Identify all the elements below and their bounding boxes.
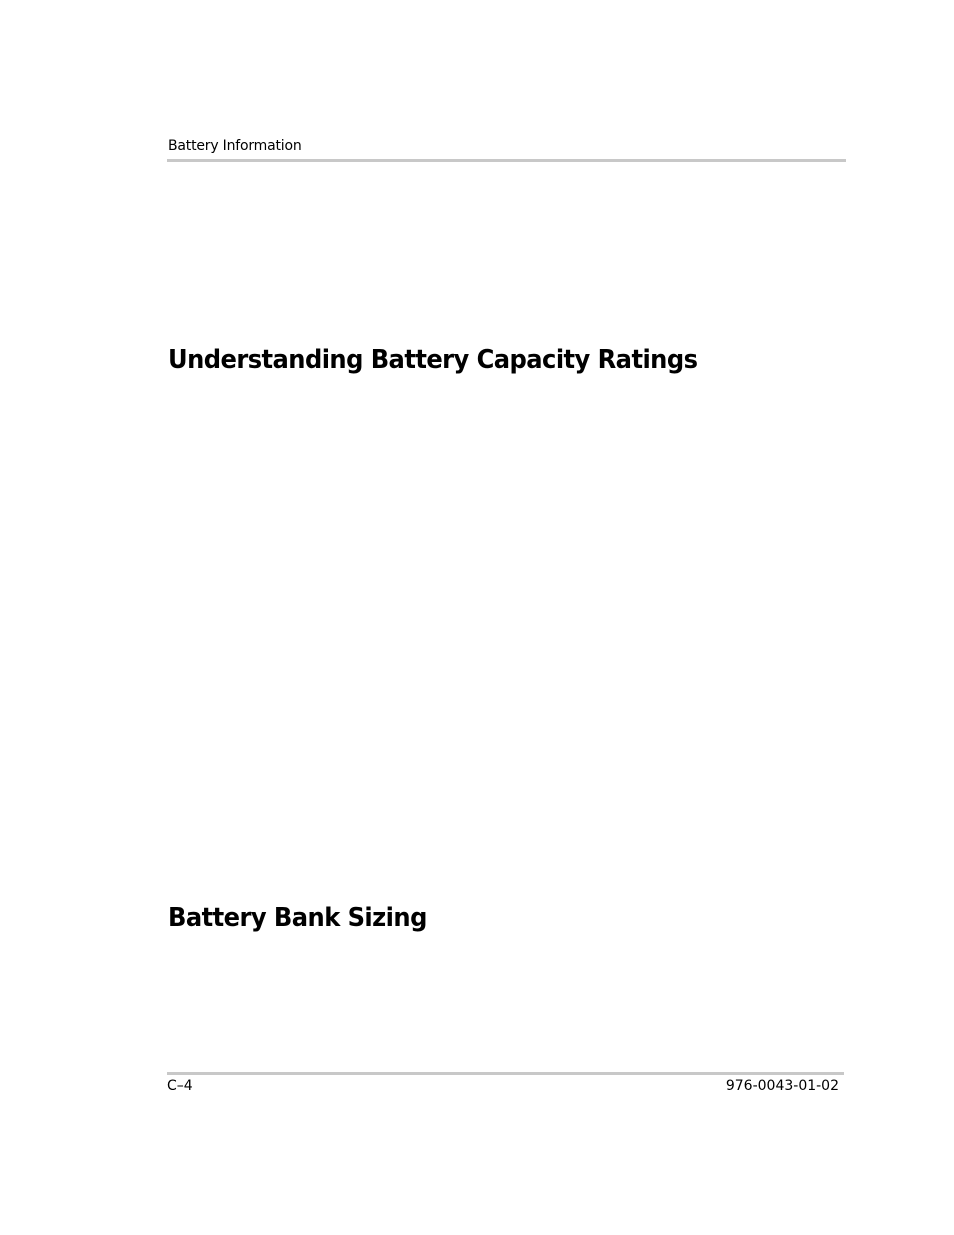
page-number: C–4 — [167, 1078, 193, 1094]
section-heading-bank-sizing: Battery Bank Sizing — [168, 903, 427, 933]
running-header-title: Battery Information — [168, 138, 302, 154]
header-divider — [167, 159, 846, 162]
document-number: 976-0043-01-02 — [725, 1078, 839, 1094]
footer-divider — [167, 1072, 844, 1075]
section-heading-capacity-ratings: Understanding Battery Capacity Ratings — [168, 345, 698, 375]
